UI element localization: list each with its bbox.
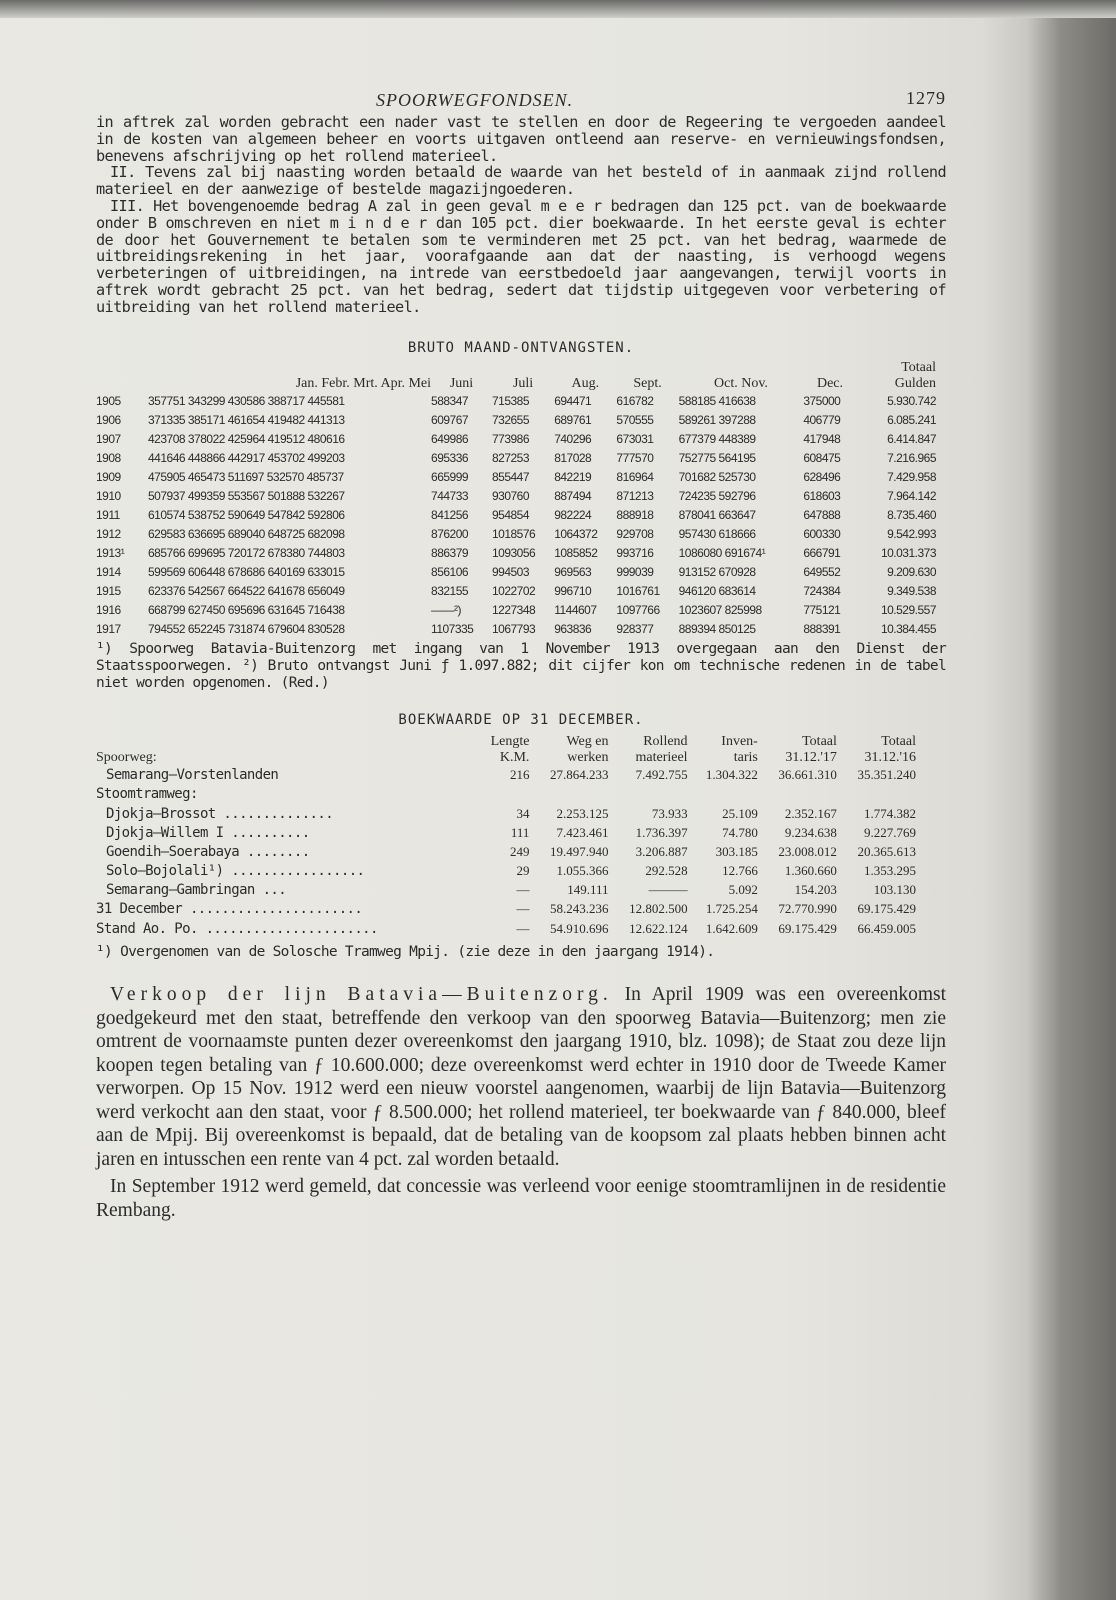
boek-totaal16: 103.130: [873, 882, 916, 898]
bruto-cell: 1107335: [431, 622, 474, 637]
boek-inventaris: 303.185: [715, 843, 758, 859]
boek-col-inventaris-sub: taris: [733, 749, 758, 765]
boek-rollend: 12.802.500: [629, 901, 688, 917]
bruto-year: 1906: [96, 413, 121, 428]
bruto-year: 1912: [96, 527, 121, 542]
boek-totaal16: 66.459.005: [857, 920, 916, 936]
boek-lengte: —: [516, 920, 530, 936]
bruto-year: 1908: [96, 451, 121, 466]
bruto-year: 1905: [96, 394, 121, 409]
bruto-cell: 599569 606448 678686 640169 633015: [148, 565, 345, 580]
boek-col-totaal17-date: 31.12.'17: [785, 749, 837, 765]
bruto-cell: 677379 448389: [678, 432, 756, 447]
bruto-cell: 982224: [554, 508, 592, 523]
running-head: [96, 84, 946, 114]
bruto-cell: 827253: [491, 451, 530, 466]
bruto-cell: 994503: [491, 565, 530, 580]
boek-row: [96, 842, 916, 861]
boek-totaal16: 69.175.429: [857, 901, 916, 917]
bruto-cell: 623376 542567 664522 641678 656049: [148, 584, 345, 599]
intro-paragraph-3: III. Het bovengenoemde bedrag A zal in geen geval m e e r bedragen dan 125 pct. van de boekwaarde onder B omschreven en niet m i n d e r dan 105 pct. dier boekwaarde. In het eerste geval is echter de door het Gouvernement te betalen som te verminderen met 25 pct. van het bedrag, waarmede de uitbreidingsrekening in het jaar, voorafgaande aan dat der naasting, is verhoogd wegens verbeteringen of uitbreidingen, na intrede van eerstbedoeld jaar aangevangen, terwijl voorts in aftrek wordt gebracht 25 pct. van het bedrag, sedert dat tijdstip uitgegeven voor verbetering of uitbreiding van het rollend materieel.: [96, 196, 946, 316]
boek-name: Stoomtramweg:: [96, 786, 198, 803]
boek-totaal16: 9.227.769: [864, 824, 916, 840]
bruto-row: [96, 411, 936, 430]
boek-weg: 149.111: [567, 882, 609, 898]
bruto-cell: 600330: [803, 527, 841, 542]
boek-name: Djokja—Brossot ..............: [106, 805, 334, 822]
bruto-header-oct-nov: Oct. Nov.: [714, 375, 768, 391]
bruto-cell: 695336: [431, 451, 469, 466]
bruto-row: [96, 563, 936, 582]
boek-inventaris: [688, 785, 758, 804]
boek-lengte: 249: [509, 843, 530, 859]
bruto-cell: 1097766: [616, 603, 660, 618]
bruto-cell: 694471: [554, 394, 592, 409]
bruto-cell: 1227348: [491, 603, 536, 618]
bruto-year: 1907: [96, 432, 121, 447]
bruto-cell: 357751 343299 430586 388717 445581: [148, 394, 345, 409]
bruto-cell: 507937 499359 553567 501888 532267: [148, 489, 345, 504]
bruto-cell: 1093056: [491, 546, 536, 561]
bruto-cell: 996710: [554, 584, 592, 599]
bruto-header-gulden: Gulden: [894, 375, 936, 391]
boek-weg: 19.497.940: [550, 843, 609, 859]
bruto-cell: 888391: [803, 622, 841, 637]
bruto-cell: 423708 378022 425964 419512 480616: [148, 432, 345, 447]
boek-totaal17: 9.234.638: [784, 824, 837, 840]
bruto-cell: 887494: [554, 489, 592, 504]
bruto-row: [96, 525, 936, 544]
bruto-header-juli: Juli: [512, 375, 534, 391]
bruto-cell: 876200: [431, 527, 469, 542]
bruto-cell: 715385: [491, 394, 530, 409]
boek-body: [96, 766, 916, 939]
intro-paragraph-2: II. Tevens zal bij naasting worden betaald de waarde van het besteld of in aanmaak zijnd rollend materieel en der aanwezige of bestelde magazijngoederen.: [96, 163, 946, 199]
bruto-total-header-top: Totaal: [901, 359, 936, 375]
bruto-cell: 609767: [431, 413, 469, 428]
boek-totaal17: 72.770.990: [778, 901, 837, 917]
bruto-cell: 855447: [491, 470, 530, 485]
bruto-cell: 752775 564195: [678, 451, 756, 466]
boek-row: [96, 766, 916, 785]
boek-name: Djokja—Willem I ..........: [106, 824, 310, 841]
bruto-cell: 946120 683614: [678, 584, 756, 599]
boek-totaal16: 1.774.382: [864, 805, 916, 821]
bruto-cell: 673031: [616, 432, 654, 447]
bruto-cell: 744733: [431, 489, 469, 504]
bruto-header-row: [96, 376, 936, 392]
bruto-year: 1914: [96, 565, 121, 580]
bruto-row: [96, 506, 936, 525]
bruto-cell: 957430 618666: [678, 527, 756, 542]
bruto-cell: 888918: [616, 508, 654, 523]
bruto-cell: 817028: [554, 451, 592, 466]
bruto-row: [96, 582, 936, 601]
boek-rollend: [609, 785, 688, 804]
bruto-cell: 10.031.373: [880, 546, 936, 561]
verkoop-title: Verkoop der lijn Batavia—Buitenzorg.: [110, 984, 613, 1006]
bruto-cell: 724235 592796: [678, 489, 756, 504]
bruto-cell: 1067793: [491, 622, 536, 637]
bruto-row: [96, 449, 936, 468]
boek-name: Stand Ao. Po. ......................: [96, 920, 378, 937]
bruto-cell: 842219: [554, 470, 592, 485]
bruto-cell: ——²): [431, 603, 462, 618]
boek-totaal16: 35.351.240: [857, 767, 916, 783]
bruto-row: [96, 392, 936, 411]
bruto-row: [96, 544, 936, 563]
bruto-cell: 841256: [431, 508, 469, 523]
boek-inventaris: 5.092: [728, 882, 758, 898]
bruto-cell: 9.209.630: [887, 565, 936, 580]
boek-totaal16: [837, 785, 916, 804]
bruto-cell: 441646 448866 442917 453702 499203: [148, 451, 345, 466]
boek-row: [96, 804, 916, 823]
boek-lengte: 216: [509, 767, 530, 783]
bruto-cell: 832155: [431, 584, 469, 599]
boek-totaal17: [758, 785, 837, 804]
bruto-cell: 8.735.460: [887, 508, 936, 523]
bruto-cell: 1016761: [616, 584, 660, 599]
boek-row: [96, 862, 916, 881]
boek-lengte: [477, 785, 530, 804]
bruto-header-dec: Dec.: [816, 375, 843, 391]
bruto-cell: 856106: [431, 565, 469, 580]
boek-table: [96, 734, 916, 939]
bruto-cell: 928377: [616, 622, 654, 637]
bruto-body: [96, 392, 936, 639]
bruto-cell: 610574 538752 590649 547842 592806: [148, 508, 345, 523]
boek-totaal17: 36.661.310: [778, 767, 837, 783]
boek-lengte: 111: [510, 824, 530, 840]
scan-top-edge: [0, 0, 1116, 18]
bruto-cell: 7.216.965: [887, 451, 936, 466]
bruto-cell: 777570: [616, 451, 654, 466]
bruto-cell: 616782: [616, 394, 654, 409]
boek-totaal17: 69.175.429: [778, 920, 837, 936]
boek-col-weg-sub: werken: [567, 749, 609, 765]
bruto-cell: 9.349.538: [887, 584, 936, 599]
boek-heading: BOEKWAARDE OP 31 DECEMBER.: [398, 711, 644, 728]
bruto-row: [96, 430, 936, 449]
boek-lengte: 34: [516, 805, 530, 821]
boek-name: Goendih—Soerabaya ........: [106, 843, 310, 860]
boek-row: [96, 919, 916, 938]
bruto-cell: 588185 416638: [678, 394, 756, 409]
bruto-cell: 9.542.993: [887, 527, 936, 542]
bruto-cell: 1023607 825998: [678, 603, 762, 618]
boek-weg: 1.055.366: [556, 863, 609, 879]
boek-lengte: —: [516, 882, 530, 898]
bruto-cell: 5.930.742: [887, 394, 936, 409]
bruto-cell: 588347: [431, 394, 469, 409]
boek-inventaris: 74.780: [722, 824, 758, 840]
boek-lengte: 29: [516, 863, 530, 879]
boek-col-lengte-unit: K.M.: [499, 749, 530, 765]
boek-weg: [529, 785, 608, 804]
bruto-cell: 666791: [803, 546, 841, 561]
boek-row: [96, 785, 916, 804]
boek-rollend: ———: [648, 882, 688, 898]
boek-weg: 7.423.461: [556, 824, 609, 840]
bruto-cell: 628496: [803, 470, 841, 485]
bruto-cell: 647888: [803, 508, 841, 523]
bruto-row: [96, 487, 936, 506]
boek-col-inventaris: Inven-: [721, 733, 758, 749]
bruto-cell: 930760: [491, 489, 530, 504]
bruto-footnote: ¹) Spoorweg Batavia-Buitenzorg met ingang van 1 November 1913 overgegaan aan den Dienst der Staatsspoorwegen. ²) Bruto ontvangst Juni ƒ 1.097.882; dit cijfer kon om technische redenen in de tabel niet worden opgenomen. (Red.): [96, 640, 946, 691]
boek-weg: 2.253.125: [556, 805, 609, 821]
bruto-cell: 371335 385171 461654 419482 441313: [148, 413, 345, 428]
bruto-year: 1917: [96, 622, 121, 637]
boek-rollend: 3.206.887: [635, 843, 688, 859]
bruto-cell: 10.529.557: [880, 603, 936, 618]
bruto-cell: 1064372: [554, 527, 598, 542]
boek-inventaris: 1.304.322: [705, 767, 758, 783]
boek-name: Semarang—Vorstenlanden: [106, 767, 279, 784]
bruto-cell: 665999: [431, 470, 469, 485]
bruto-cell: 649552: [803, 565, 841, 580]
bruto-cell: 773986: [491, 432, 530, 447]
boek-totaal17: 2.352.167: [784, 805, 837, 821]
bruto-heading: BRUTO MAAND-ONTVANGSTEN.: [407, 339, 635, 356]
boek-lengte: —: [516, 901, 530, 917]
boek-name: 31 December ......................: [96, 901, 363, 918]
boek-inventaris: 12.766: [722, 863, 758, 879]
bruto-cell: 913152 670928: [678, 565, 756, 580]
boek-col-spoorweg: Spoorweg:: [96, 749, 157, 765]
boek-rollend: 73.933: [651, 805, 688, 821]
boek-row: [96, 881, 916, 900]
bruto-cell: 701682 525730: [678, 470, 756, 485]
bruto-row: [96, 468, 936, 487]
boek-row: [96, 823, 916, 842]
bruto-header-year: [96, 376, 148, 392]
verkoop-paragraph: [96, 983, 946, 1171]
bruto-header-aug: Aug.: [571, 375, 600, 391]
boek-name: Semarang—Gambringan ...: [106, 882, 287, 899]
bruto-cell: 475905 465473 511697 532570 485737: [148, 470, 344, 485]
bruto-cell: 1022702: [491, 584, 536, 599]
boek-col-lengte: Lengte: [490, 733, 530, 749]
verkoop-text: In April 1909 was een overeenkomst goedgekeurd met den staat, betreffende den verkoop van den spoorweg Batavia—Buitenzorg; men zie omtrent de voornaamste punten dezer overeenkomst den jaargang 1910, blz. 1098); de Staat zou deze lijn koopen tegen betaling van ƒ 10.600.000; deze overeenkomst werd echter in 1910 door de Tweede Kamer verworpen. Op 15 Nov. 1912 werd een nieuw voorstel aangenomen, waarbij de lijn Batavia—Buitenzorg werd verkocht aan den staat, voor ƒ 8.500.000; het rollend materieel, ter boekwaarde van ƒ 840.000, bleef aan de Mpij. Bij overeenkomst is bepaald, dat de betaling van de koopsom zal plaats hebben binnen acht jaren en intusschen een rente van 4 pct. zal worden betaald.: [96, 984, 946, 1170]
boek-rollend: 1.736.397: [635, 824, 688, 840]
bruto-cell: 406779: [803, 413, 841, 428]
bruto-cell: 649986: [431, 432, 469, 447]
bruto-cell: 969563: [554, 565, 592, 580]
boek-inventaris: 1.642.609: [705, 920, 758, 936]
bruto-cell: 6.085.241: [887, 413, 936, 428]
boek-footnote: ¹) Overgenomen van de Solosche Tramweg Mpij. (zie deze in den jaargang 1914).: [96, 944, 715, 961]
boek-name: Solo—Bojolali¹) .................: [106, 863, 365, 880]
bruto-cell: 1018576: [491, 527, 536, 542]
bruto-year: 1913¹: [96, 546, 125, 561]
boek-col-totaal16-date: 31.12.'16: [864, 749, 916, 765]
bruto-cell: 732655: [491, 413, 530, 428]
bruto-header-jan-mei: Jan. Febr. Mrt. Apr. Mei: [295, 375, 432, 391]
bruto-cell: 7.964.142: [887, 489, 936, 504]
bruto-cell: 608475: [803, 451, 841, 466]
bruto-year: 1910: [96, 489, 121, 504]
bruto-year: 1915: [96, 584, 121, 599]
boek-weg: 58.243.236: [550, 901, 609, 917]
boek-col-rollend: Rollend: [643, 733, 688, 749]
boek-row: [96, 900, 916, 919]
intro-paragraph-1: in aftrek zal worden gebracht een nader vast te stellen en door de Regeering te vergoeden aandeel in de kosten van algemeen beheer en voorts uitgaven ontleend aan reserve- en vernieuwingsfondsen, benevens afschrijving op het rollend materieel.: [96, 113, 946, 165]
bruto-table: [96, 360, 936, 639]
bruto-cell: 689761: [554, 413, 592, 428]
boek-rollend: 292.528: [645, 863, 688, 879]
bruto-cell: 794552 652245 731874 679604 830528: [148, 622, 345, 637]
bruto-cell: 816964: [616, 470, 654, 485]
bruto-cell: 954854: [491, 508, 530, 523]
bruto-cell: 963836: [554, 622, 592, 637]
bruto-cell: 999039: [616, 565, 654, 580]
boek-totaal17: 154.203: [794, 882, 837, 898]
bruto-cell: 7.429.958: [887, 470, 936, 485]
closing-paragraph: In September 1912 werd gemeld, dat concessie was verleend voor eenige stoomtramlijnen in de residentie Rembang.: [96, 1176, 946, 1221]
boek-totaal16: 20.365.613: [857, 843, 916, 859]
running-head-title: SPOORWEGFONDSEN.: [376, 90, 574, 110]
bruto-cell: 1144607: [554, 603, 597, 618]
bruto-cell: 878041 663647: [678, 508, 756, 523]
boek-col-totaal16: Totaal: [881, 733, 916, 749]
bruto-row: [96, 601, 936, 620]
boek-col-weg: Weg en: [566, 733, 609, 749]
bruto-cell: 1085852: [554, 546, 598, 561]
bruto-cell: 589261 397288: [678, 413, 756, 428]
bruto-cell: 889394 850125: [678, 622, 756, 637]
bruto-header-juni: Juni: [449, 375, 474, 391]
bruto-cell: 685766 699695 720172 678380 744803: [148, 546, 345, 561]
boek-inventaris: 25.109: [722, 805, 758, 821]
bruto-cell: 775121: [803, 603, 841, 618]
boek-rollend: 7.492.755: [635, 767, 688, 783]
page-content: [96, 84, 946, 1584]
boek-totaal17: 23.008.012: [778, 843, 837, 859]
boek-col-rollend-sub: materieel: [635, 749, 688, 765]
bruto-cell: 740296: [554, 432, 592, 447]
bruto-cell: 929708: [616, 527, 654, 542]
bruto-year: 1911: [96, 508, 120, 523]
boek-weg: 54.910.696: [550, 920, 609, 936]
bruto-cell: 570555: [616, 413, 654, 428]
boek-col-totaal17: Totaal: [802, 733, 837, 749]
bruto-cell: 1086080 691674¹: [678, 546, 766, 561]
bruto-cell: 886379: [431, 546, 469, 561]
bruto-cell: 417948: [803, 432, 841, 447]
bruto-cell: 375000: [803, 394, 841, 409]
bruto-cell: 724384: [803, 584, 841, 599]
bruto-cell: 6.414.847: [887, 432, 936, 447]
bruto-header-sept: Sept.: [633, 375, 662, 391]
bruto-cell: 629583 636695 689040 648725 682098: [148, 527, 345, 542]
page-number: 1279: [906, 88, 946, 108]
bruto-cell: 668799 627450 695696 631645 716438: [148, 603, 345, 618]
bruto-cell: 993716: [616, 546, 654, 561]
bruto-cell: 618603: [803, 489, 841, 504]
boek-inventaris: 1.725.254: [705, 901, 758, 917]
bruto-year: 1916: [96, 603, 121, 618]
boek-rollend: 12.622.124: [629, 920, 688, 936]
bruto-cell: 871213: [616, 489, 654, 504]
bruto-cell: 10.384.455: [880, 622, 936, 637]
boek-totaal16: 1.353.295: [864, 863, 916, 879]
boek-totaal17: 1.360.660: [784, 863, 837, 879]
bruto-year: 1909: [96, 470, 121, 485]
bruto-row: [96, 620, 936, 639]
boek-weg: 27.864.233: [550, 767, 609, 783]
